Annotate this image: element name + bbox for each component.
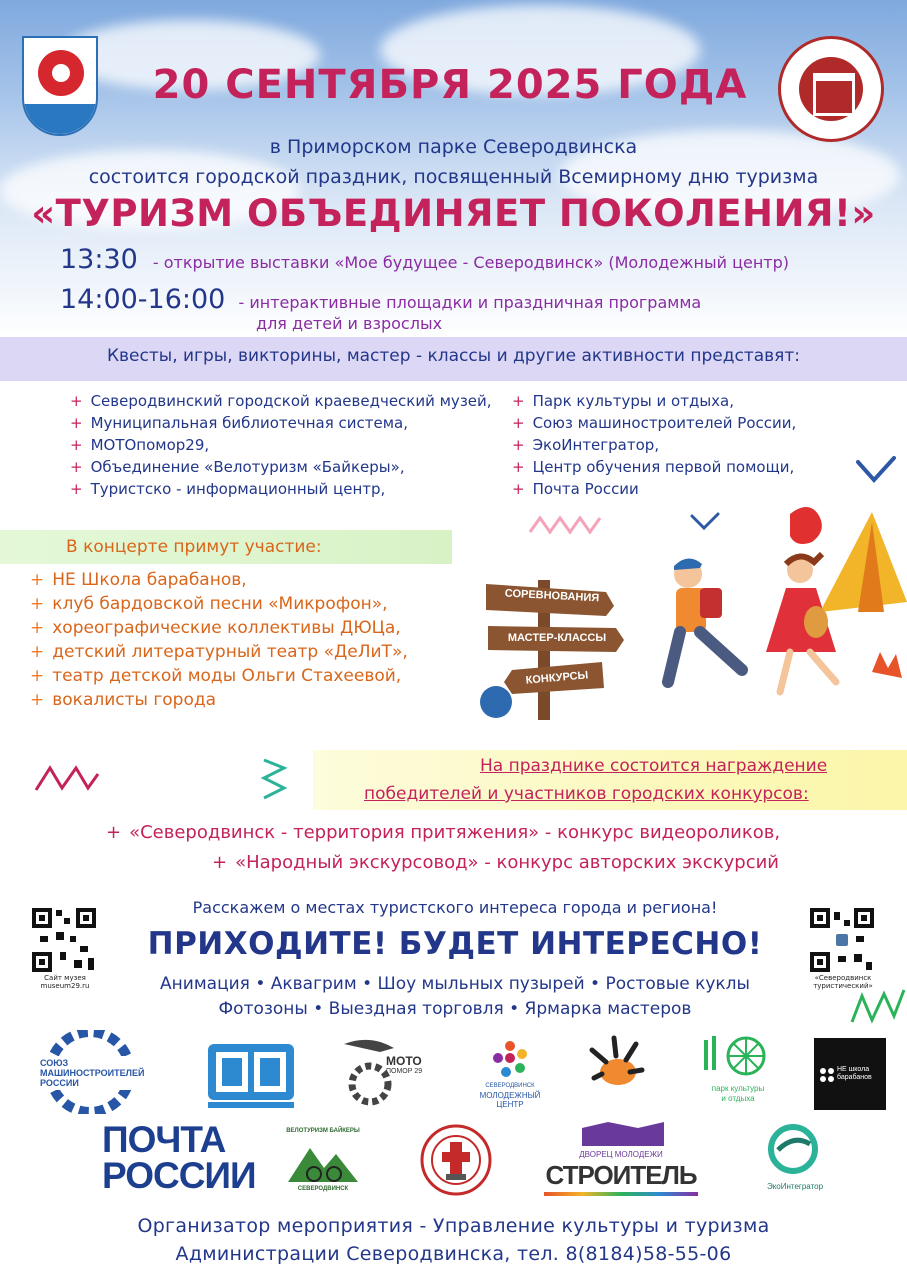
first-aid-center-logo <box>420 1124 492 1196</box>
logo-stroitel <box>538 1118 704 1198</box>
list-item: + НЕ Школа барабанов, <box>30 570 247 590</box>
awards-title: На празднике состоится награждение <box>480 756 828 776</box>
list-item: + Центр обучения первой помощи, <box>512 458 795 476</box>
logo-drum-school <box>814 1038 886 1110</box>
logo-text: МОТО <box>386 1054 422 1068</box>
concert-title: В концерте примут участие: <box>66 537 322 557</box>
dots-icon <box>820 1068 834 1082</box>
list-item: + Северодвинский городской краеведческий музей, <box>70 392 492 410</box>
list-item: + вокалисты города <box>30 690 217 710</box>
zigzag-icon <box>260 756 290 806</box>
schedule-time: 14:00-16:00 <box>60 284 226 315</box>
qr-code-tourism[interactable] <box>808 906 878 990</box>
qr-label: Сайт музея museum29.ru <box>40 974 90 990</box>
zigzag-icon <box>34 764 100 794</box>
qr-code-icon <box>808 906 876 974</box>
logo-text: СОЮЗ МАШИНОСТРОИТЕЛЕЙ РОССИИ <box>40 1058 145 1088</box>
rose-icon <box>38 50 84 96</box>
logo-text: ПОМОР 29 <box>386 1068 423 1075</box>
activities-line: Фотозоны • Выездная торговля • Ярмарка мастеров <box>218 999 692 1019</box>
organizer-footer <box>20 1212 887 1268</box>
logo-soyuz-mashinostroiteley <box>20 1030 160 1114</box>
logo-youth-center <box>470 1038 550 1112</box>
list-item: + Парк культуры и отдыха, <box>512 392 734 410</box>
rainbow-stripe <box>544 1192 698 1196</box>
schedule-desc: - интерактивные площадки и праздничная программа <box>238 293 702 312</box>
museum-building-icon <box>799 57 863 121</box>
list-item: + клуб бардовской песни «Микрофон», <box>30 594 388 614</box>
sign-label: СОРЕВНОВАНИЯ <box>504 587 600 605</box>
logo-text: ДВОРЕЦ МОЛОДЕЖИ <box>579 1150 663 1159</box>
schedule-item <box>60 244 789 275</box>
sign-label: МАСТЕР-КЛАССЫ <box>507 632 607 644</box>
sign-label: КОНКУРСЫ <box>525 669 589 687</box>
library-book-logo <box>206 1040 296 1110</box>
organizations-right-list <box>512 390 796 500</box>
mountain-bike-icon <box>288 1138 358 1184</box>
invite-activities <box>110 972 800 1022</box>
event-theme: «ТУРИЗМ ОБЪЕДИНЯЕТ ПОКОЛЕНИЯ!» <box>31 192 876 235</box>
zigzag-icon <box>528 512 608 536</box>
sun-logo <box>584 1034 648 1098</box>
list-item: + Объединение «Велотуризм «Байкеры», <box>70 458 405 476</box>
list-item: + МОТОпомор29, <box>70 436 210 454</box>
signpost-illustration <box>478 570 628 720</box>
schedule-desc: для детей и взрослых <box>256 314 443 333</box>
schedule-time: 13:30 <box>60 244 138 275</box>
activities-line: Анимация • Аквагрим • Шоу мыльных пузырей • Ростовые куклы <box>160 974 750 994</box>
logo-text: парк культуры и отдыха <box>711 1084 765 1103</box>
logo-motopomor <box>340 1034 430 1110</box>
awards-subtitle: победителей и участников городских конкурсов: <box>364 784 809 804</box>
logo-ecointegrator <box>750 1124 840 1200</box>
intro-line: состоится городской праздник, посвященный Всемирному дню туризма <box>88 166 819 188</box>
event-intro <box>20 132 887 192</box>
schedule-item <box>60 284 701 315</box>
contest-item: + «Народный экскурсовод» - конкурс авторских экскурсий <box>212 852 779 873</box>
list-item: + Почта России <box>512 480 639 498</box>
ferris-wheel-icon <box>700 1034 776 1080</box>
museum-seal-logo <box>778 36 884 142</box>
wave-icon <box>24 104 96 134</box>
concert-list <box>30 568 408 712</box>
dots-icon <box>490 1038 530 1078</box>
list-item: + детский литературный театр «ДеЛиТ», <box>30 642 408 662</box>
invite-headline: ПРИХОДИТЕ! БУДЕТ ИНТЕРЕСНО! <box>147 926 763 962</box>
contest-item: + «Северодвинск - территория притяжения» - конкурс видеороликов, <box>106 822 781 843</box>
city-coat-of-arms <box>22 36 98 136</box>
list-item: + Союз машиностроителей России, <box>512 414 797 432</box>
leaf-circle-icon <box>768 1124 818 1174</box>
list-item: + Туристско - информационный центр, <box>70 480 386 498</box>
logo-text: СЕВЕРОДВИНСК <box>297 1186 349 1192</box>
tourists-running-illustration <box>640 492 907 702</box>
qr-code-icon <box>30 906 98 974</box>
event-date: 20 СЕНТЯБРЯ 2025 ГОДА <box>152 62 748 108</box>
logo-park <box>690 1034 786 1110</box>
logo-velotourism <box>278 1128 368 1196</box>
footer-line: Организатор мероприятия - Управление культуры и туризма <box>137 1215 770 1237</box>
qr-label: «Северодвинск туристический» <box>813 974 873 990</box>
footer-line: Администрации Северодвинска, тел. 8(8184)58-55-06 <box>175 1243 732 1265</box>
list-item: + театр детской моды Ольги Стахеевой, <box>30 666 402 686</box>
schedule-desc: - открытие выставки «Мое будущее - Северодвинск» (Молодежный центр) <box>152 253 790 272</box>
logo-text: ЭкоИнтегратор <box>766 1182 824 1191</box>
logo-text: СЕВЕРОДВИНСК МОЛОДЕЖНЫЙ ЦЕНТР <box>479 1083 541 1109</box>
invite-tell: Расскажем о местах туристского интереса города и региона! <box>192 898 718 917</box>
bird-icon <box>856 456 896 484</box>
building-icon <box>578 1118 668 1148</box>
intro-line: в Приморском парке Северодвинска <box>269 136 638 158</box>
activities-band-text: Квесты, игры, викторины, мастер - классы и другие активности представят: <box>106 346 801 366</box>
list-item: + ЭкоИнтегратор, <box>512 436 660 454</box>
logo-pochta-rossii: ПОЧТА РОССИИ <box>102 1119 256 1196</box>
logo-text: НЕ школа барабанов <box>837 1066 872 1081</box>
logo-text: ВЕЛОТУРИЗМ БАЙКЕРЫ <box>286 1128 360 1134</box>
organizations-left-list <box>70 390 492 500</box>
zigzag-icon <box>848 986 906 1026</box>
list-item: + хореографические коллективы ДЮЦа, <box>30 618 401 638</box>
list-item: + Муниципальная библиотечная система, <box>70 414 408 432</box>
logo-text: СТРОИТЕЛЬ <box>545 1160 697 1190</box>
qr-code-museum[interactable] <box>30 906 100 990</box>
